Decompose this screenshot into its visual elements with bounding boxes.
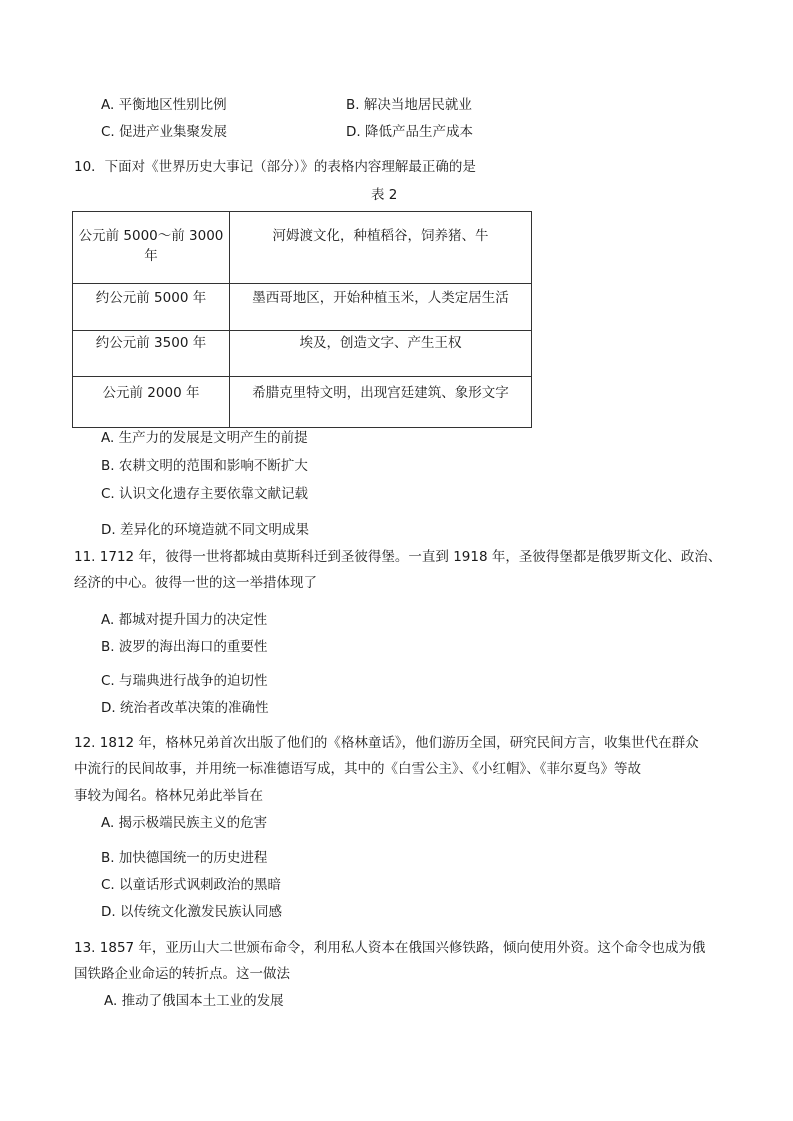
table-cell-event: 埃及，创造文字、产生王权	[230, 331, 532, 377]
table-caption: 表 2	[371, 187, 398, 203]
q10-option-b: B. 农耕文明的范围和影响不断扩大	[101, 458, 308, 474]
q11-stem-line2: 经济的中心。彼得一世的这一举措体现了	[74, 575, 317, 591]
q11-option-a: A. 都城对提升国力的决定性	[101, 612, 268, 628]
table-cell-time: 约公元前 5000 年	[73, 284, 230, 331]
q11-option-c: C. 与瑞典进行战争的迫切性	[101, 673, 268, 689]
table-row	[73, 331, 532, 377]
table-row	[73, 377, 532, 428]
table-cell-time: 约公元前 3500 年	[73, 331, 230, 377]
q12-option-a: A. 揭示极端民族主义的危害	[101, 815, 268, 831]
table-cell-event: 河姆渡文化，种植稻谷，饲养猪、牛	[230, 212, 532, 284]
q11-stem-line1: 11. 1712 年，彼得一世将都城由莫斯科迁到圣彼得堡。一直到 1918 年，圣彼得堡都是俄罗斯文化、政治、	[74, 549, 722, 565]
q9-option-d: D. 降低产品生产成本	[346, 124, 473, 140]
q9-option-b: B. 解决当地居民就业	[346, 97, 472, 113]
q12-option-d: D. 以传统文化激发民族认同感	[101, 904, 282, 920]
table-row	[73, 212, 532, 284]
q10-stem: 10．下面对《世界历史大事记（部分）》的表格内容理解最正确的是	[74, 159, 476, 175]
q11-option-b: B. 波罗的海出海口的重要性	[101, 639, 268, 655]
q10-option-c: C. 认识文化遗存主要依靠文献记载	[101, 486, 309, 502]
q12-stem-line2: 中流行的民间故事，并用统一标准德语写成，其中的《白雪公主》、《小红帽》、《菲尔夏鸟》等故	[74, 761, 641, 777]
q12-option-c: C. 以童话形式讽刺政治的黑暗	[101, 877, 282, 893]
history-events-table	[72, 211, 532, 428]
q11-option-d: D. 统治者改革决策的准确性	[101, 700, 269, 716]
q10-option-d: D. 差异化的环境造就不同文明成果	[101, 522, 309, 538]
table-row	[73, 284, 532, 331]
table-cell-time: 公元前 2000 年	[73, 377, 230, 428]
q9-option-c: C. 促进产业集聚发展	[101, 124, 228, 140]
table-cell-event: 墨西哥地区，开始种植玉米，人类定居生活	[230, 284, 532, 331]
q10-option-a: A. 生产力的发展是文明产生的前提	[101, 430, 308, 446]
table-cell-event: 希腊克里特文明，出现宫廷建筑、象形文字	[230, 377, 532, 428]
q9-option-a: A. 平衡地区性别比例	[101, 97, 227, 113]
q13-stem-line1: 13. 1857 年，亚历山大二世颁布命令，利用私人资本在俄国兴修铁路，倾向使用外资。这个命令也成为俄	[74, 940, 706, 956]
q12-stem-line1: 12. 1812 年，格林兄弟首次出版了他们的《格林童话》，他们游历全国，研究民间方言，收集世代在群众	[74, 735, 699, 751]
q13-stem-line2: 国铁路企业命运的转折点。这一做法	[74, 966, 290, 982]
q13-option-a: A. 推动了俄国本土工业的发展	[104, 993, 284, 1009]
q12-stem-line3: 事较为闻名。格林兄弟此举旨在	[74, 788, 263, 804]
q12-option-b: B. 加快德国统一的历史进程	[101, 850, 268, 866]
table-cell-time: 公元前 5000～前 3000 年	[73, 212, 230, 284]
